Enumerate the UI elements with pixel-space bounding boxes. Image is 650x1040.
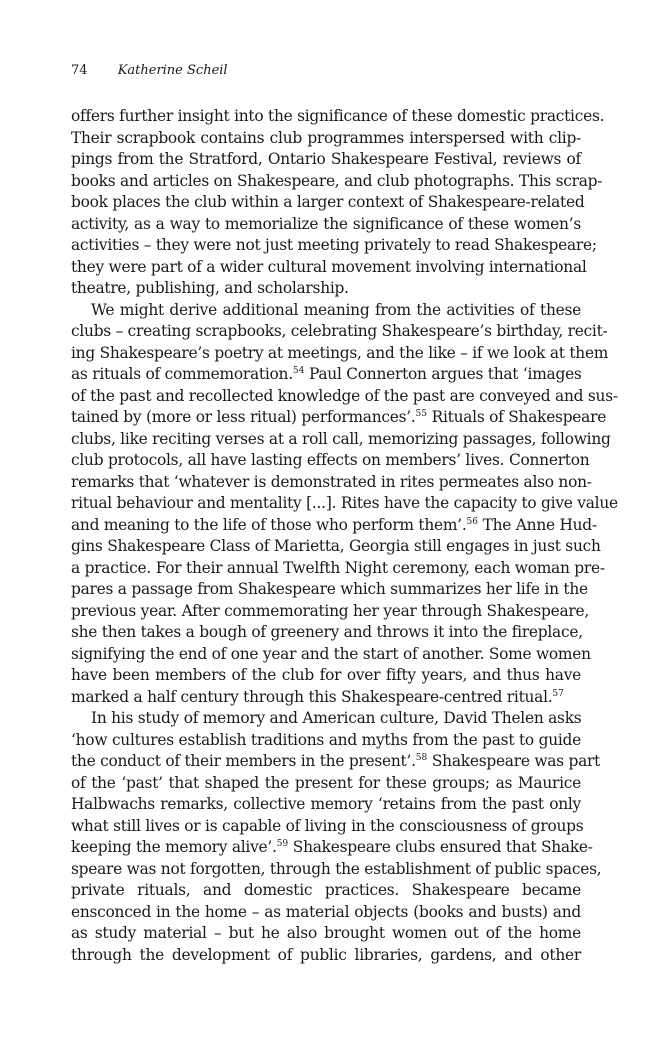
line-text: Their scrapbook contains club programmes interspersed with clip- [71, 128, 581, 147]
line-text: she then takes a bough of greenery and throws it into the fireplace, [71, 623, 583, 641]
line-text: ing Shakespeare’s poetry at meetings, and the like – if we look at them [71, 343, 609, 362]
line-text: as study material – but he also brought women out of the home [71, 924, 581, 942]
text-line [71, 945, 581, 967]
text-line [71, 235, 597, 257]
line-text: book places the club within a larger context of Shakespeare-related [71, 193, 585, 211]
text-line [71, 794, 581, 816]
text-line [71, 622, 581, 644]
text-line [71, 278, 581, 300]
footnote-marker: 59 [276, 839, 289, 849]
text-line [71, 816, 584, 838]
text-line [71, 536, 601, 558]
footnote-marker: 58 [415, 753, 428, 763]
body-text [71, 106, 618, 966]
page-number: 74 [71, 63, 88, 78]
line-text: speare was not forgotten, through the establishment of public spaces, [71, 859, 602, 878]
line-text: pings from the Stratford, Ontario Shakespeare Festival, reviews of [71, 150, 581, 168]
text-line [71, 665, 581, 687]
line-text: private rituals, and domestic practices. Shakespeare became [71, 881, 581, 899]
text-line [71, 601, 589, 623]
line-text: previous year. After commemorating her year through Shakespeare, [71, 601, 589, 620]
text-line [71, 687, 581, 709]
line-text: activities – they were not just meeting privately to read Shakespeare; [71, 236, 597, 254]
text-line [71, 321, 608, 343]
text-line [71, 472, 592, 494]
text-line [71, 300, 581, 322]
line-text: through the development of public libraries, gardens, and other [71, 945, 581, 964]
text-line [71, 515, 597, 537]
text-line [71, 579, 588, 601]
line-text: gins Shakespeare Class of Marietta, Georgia still engages in just such [71, 537, 601, 555]
text-line [71, 773, 581, 795]
line-text: and meaning to the life of those who perform them’. [71, 515, 467, 534]
line-text: theatre, publishing, and scholarship. [71, 279, 349, 297]
line-text: the conduct of their members in the present’. [71, 752, 416, 770]
text-line [71, 192, 585, 214]
text-line [71, 149, 581, 171]
text-line [71, 902, 581, 924]
running-head [71, 62, 228, 80]
line-text: ‘how cultures establish traditions and myths from the past to guide [71, 730, 581, 749]
text-line [71, 386, 618, 408]
line-text: they were part of a wider cultural movement involving international [71, 257, 587, 276]
line-text: ensconced in the home – as material objects (books and busts) and [71, 902, 581, 921]
line-text-continued: Shakespeare clubs ensured that Shake- [288, 838, 593, 856]
line-text: books and articles on Shakespeare, and club photographs. This scrap- [71, 171, 603, 190]
line-text: signifying the end of one year and the start of another. Some women [71, 644, 591, 663]
line-text: activity, as a way to memorialize the significance of these women’s [71, 214, 581, 233]
text-line [71, 923, 581, 945]
running-head-author: Katherine Scheil [117, 63, 228, 78]
text-line [71, 407, 607, 429]
text-line [71, 558, 605, 580]
text-line [71, 171, 603, 193]
text-line [71, 859, 602, 881]
line-text: We might derive additional meaning from the activities of these [91, 300, 581, 319]
line-text: ritual behaviour and mentality [...]. Rites have the capacity to give value [71, 494, 618, 512]
text-line [71, 837, 593, 859]
text-line [71, 128, 581, 150]
line-text: as rituals of commemoration. [71, 365, 293, 383]
footnote-marker: 56 [466, 516, 478, 527]
footnote-marker: 54 [292, 366, 305, 376]
text-line [71, 751, 601, 773]
text-line [71, 364, 581, 386]
text-line [71, 257, 587, 279]
line-text: pares a passage from Shakespeare which summarizes her life in the [71, 580, 588, 598]
text-line [71, 708, 581, 730]
line-text: of the past and recollected knowledge of the past are conveyed and sus- [71, 386, 618, 405]
line-text: clubs, like reciting verses at a roll call, memorizing passages, following [71, 429, 611, 448]
line-text: have been members of the club for over fifty years, and thus have [71, 666, 581, 684]
line-text-continued: Shakespeare was part [427, 752, 601, 770]
footnote-marker: 57 [552, 688, 564, 699]
text-line [71, 214, 581, 236]
text-line [71, 106, 605, 128]
line-text: a practice. For their annual Twelfth Night ceremony, each woman pre- [71, 558, 605, 577]
text-line [71, 644, 591, 666]
line-text-continued: The Anne Hud- [477, 515, 597, 534]
line-text: marked a half century through this Shakespeare-centred ritual. [71, 687, 553, 706]
line-text: club protocols, all have lasting effects on members’ lives. Connerton [71, 451, 590, 469]
text-line [71, 343, 609, 365]
text-line [71, 450, 590, 472]
line-text: of the ‘past’ that shaped the present for these groups; as Maurice [71, 773, 581, 792]
line-text-continued: Paul Connerton argues that ‘images [304, 365, 582, 383]
line-text: keeping the memory alive’. [71, 838, 277, 856]
line-text: Halbwachs remarks, collective memory ‘retains from the past only [71, 795, 581, 813]
text-line [71, 880, 581, 902]
line-text: offers further insight into the significance of these domestic practices. [71, 107, 605, 125]
line-text: tained by (more or less ritual) performances’. [71, 408, 416, 426]
line-text: In his study of memory and American culture, David Thelen asks [91, 709, 582, 727]
text-line [71, 730, 581, 752]
text-line [71, 429, 611, 451]
line-text: what still lives or is capable of living in the consciousness of groups [71, 816, 584, 835]
text-line [71, 493, 618, 515]
line-text: remarks that ‘whatever is demonstrated in rites permeates also non- [71, 472, 592, 491]
line-text-continued: Rituals of Shakespeare [427, 408, 607, 426]
footnote-marker: 55 [415, 409, 427, 419]
line-text: clubs – creating scrapbooks, celebrating Shakespeare’s birthday, recit- [71, 322, 608, 340]
